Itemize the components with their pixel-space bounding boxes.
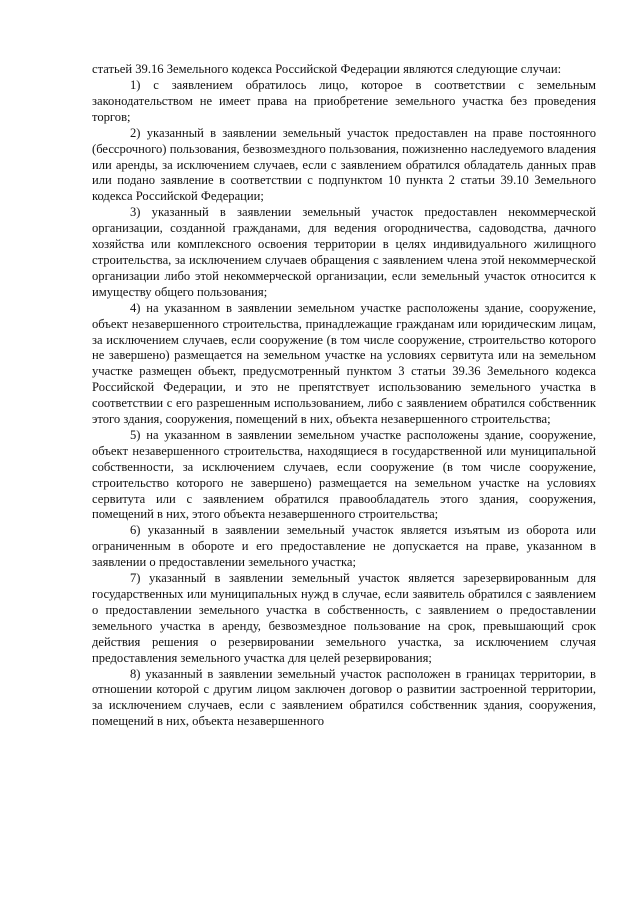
list-item-1: 1) с заявлением обратилось лицо, которое в соответствии с земельным законодательством не имеет права на приобретение земельного участка без проведения торгов; [92, 78, 596, 124]
list-item-7: 7) указанный в заявлении земельный участок является зарезервированным для государственных или муниципальных нужд в случае, если заявитель обратился с заявлением о предоставлении земельного участка в собственность, с заявлением о предоставлении земельного участка в аренду, безвозмездное пользование на срок, превышающий срок действия решения о резервировании земельного участка, за исключением случая предоставления земельного участка для целей резервирования; [92, 571, 596, 665]
list-item-5: 5) на указанном в заявлении земельном участке расположены здание, сооружение, объект незавершенного строительства, находящиеся в государственной или муниципальной собственности, за исключением случаев, если сооружение (в том числе сооружение, строительство которого не завершено) размещается на земельном участке на условиях сервитута или с заявлением обратился правообладатель этого здания, сооружения, помещений в них, этого объекта незавершенного строительства; [92, 427, 596, 522]
list-item-3: 3) указанный в заявлении земельный участок предоставлен некоммерческой организации, созданной гражданами, для ведения огородничества, садоводства, дачного хозяйства или комплексного освоения территории в целях индивидуального жилищного строительства, за исключением случаев обращения с заявлением члена этой некоммерческой организации либо этой некоммерческой организации, если земельный участок относится к имуществу общего пользования; [92, 205, 596, 299]
intro-paragraph: статьей 39.16 Земельного кодекса Российской Федерации являются следующие случаи: [92, 62, 562, 76]
list-item-6: 6) указанный в заявлении земельный участок является изъятым из оборота или ограниченным в обороте и его предоставление не допускается на праве, указанном в заявлении о предоставлении земельного участка; [92, 523, 596, 570]
list-item-4: 4) на указанном в заявлении земельном участке расположены здание, сооружение, объект незавершенного строительства, принадлежащие гражданам или юридическим лицам, за исключением случаев, если сооружение (в том числе сооружение, строительство которого не завершено) размещается на земельном участке на условиях сервитута или на земельном участке размещен объект, предусмотренный пунктом 3 статьи 39.36 Земельного кодекса Российской Федерации, и это не препятствует использованию земельного участка в соответствии с его разрешенным использованием, либо с заявлением обратился собственник этого здания, сооружения, помещений в них, объекта незавершенного строительства; [92, 300, 596, 427]
list-item-8: 8) указанный в заявлении земельный участок расположен в границах территории, в отношении которой с другим лицом заключен договор о развитии застроенной территории, за исключением случаев, если с заявлением обратился собственник здания, сооружения, помещений в них, объекта незавершенного [92, 666, 596, 729]
document-page [92, 60, 596, 730]
list-item-2: 2) указанный в заявлении земельный участок предоставлен на праве постоянного (бессрочного) пользования, безвозмездного пользования, пожизненно наследуемого владения или аренды, за исключением случаев, если с заявлением обратился обладатель данных прав или подано заявление в соответствии с подпунктом 10 пункта 2 статьи 39.10 Земельного кодекса Российской Федерации; [92, 125, 596, 204]
